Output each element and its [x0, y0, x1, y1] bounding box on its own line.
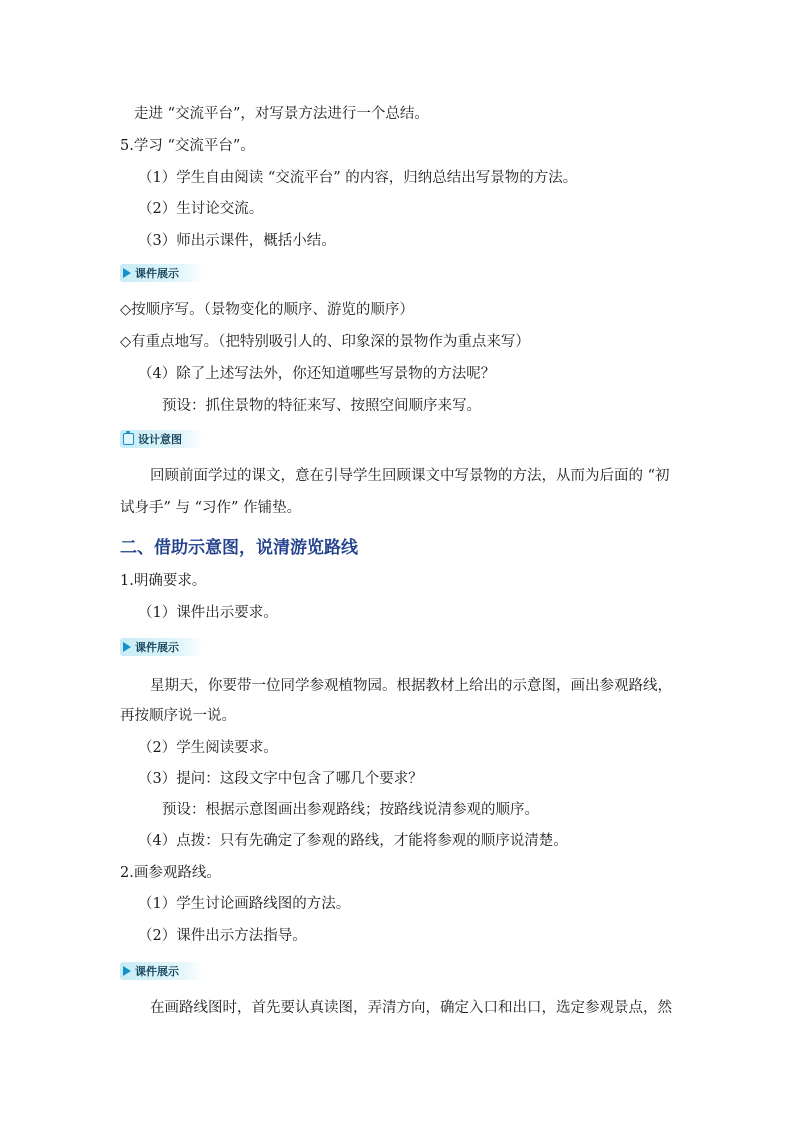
list-item: （4）点拨：只有先确定了参观的路线，才能将参观的顺序说清楚。	[138, 833, 568, 849]
badge-label: 课件展示	[135, 267, 179, 280]
list-item: （3）提问：这段文字中包含了哪几个要求？	[138, 771, 423, 787]
paragraph-line: 星期天，你要带一位同学参观植物园。根据教材上给出的示意图，画出参观路线，	[150, 678, 672, 694]
paragraph-line: 再按顺序说一说。	[120, 708, 236, 724]
design-intent-badge	[120, 430, 203, 448]
section-title: 二、借助示意图，说清游览路线	[120, 538, 358, 558]
paragraph-line: 走进 “交流平台”，对写景方法进行一个总结。	[134, 106, 429, 122]
paragraph-line: 在画路线图时，首先要认真读图，弄清方向，确定入口和出口，选定参观景点，然	[150, 1000, 672, 1016]
preset-answer: 预设：根据示意图画出参观路线；按路线说清参观的顺序。	[162, 802, 539, 818]
list-item: （4）除了上述写法外，你还知道哪些写景物的方法呢？	[138, 366, 496, 382]
bullet-point: ◇按顺序写。（景物变化的顺序、游览的顺序）	[120, 302, 414, 318]
step-heading: 2.画参观路线。	[120, 865, 221, 881]
paragraph-line: 回顾前面学过的课文，意在引导学生回顾课文中写景物的方法，从而为后面的 “初	[150, 468, 670, 484]
badge-label: 课件展示	[135, 965, 179, 978]
step-heading: 1.明确要求。	[120, 573, 207, 589]
list-item: （1）学生讨论画路线图的方法。	[138, 896, 351, 912]
play-triangle-icon	[123, 642, 131, 652]
list-item: （2）生讨论交流。	[138, 201, 264, 217]
step-heading: 5.学习 “交流平台”。	[120, 138, 255, 154]
list-item: （2）课件出示方法指导。	[138, 928, 307, 944]
play-triangle-icon	[123, 268, 131, 278]
courseware-badge	[120, 962, 203, 980]
bullet-point: ◇有重点地写。（把特别吸引人的、印象深的景物作为重点来写）	[120, 334, 530, 350]
courseware-badge	[120, 264, 203, 282]
play-triangle-icon	[123, 966, 131, 976]
list-item: （1）学生自由阅读 “交流平台” 的内容，归纳总结出写景物的方法。	[138, 170, 578, 186]
courseware-badge	[120, 638, 203, 656]
clipboard-icon	[123, 433, 134, 445]
list-item: （1）课件出示要求。	[138, 605, 278, 621]
list-item: （2）学生阅读要求。	[138, 740, 278, 756]
badge-label: 课件展示	[135, 641, 179, 654]
preset-answer: 预设：抓住景物的特征来写、按照空间顺序来写。	[162, 398, 481, 414]
paragraph-line: 试身手” 与 “习作” 作铺垫。	[120, 500, 302, 516]
badge-label: 设计意图	[138, 433, 182, 446]
list-item: （3）师出示课件，概括小结。	[138, 233, 336, 249]
